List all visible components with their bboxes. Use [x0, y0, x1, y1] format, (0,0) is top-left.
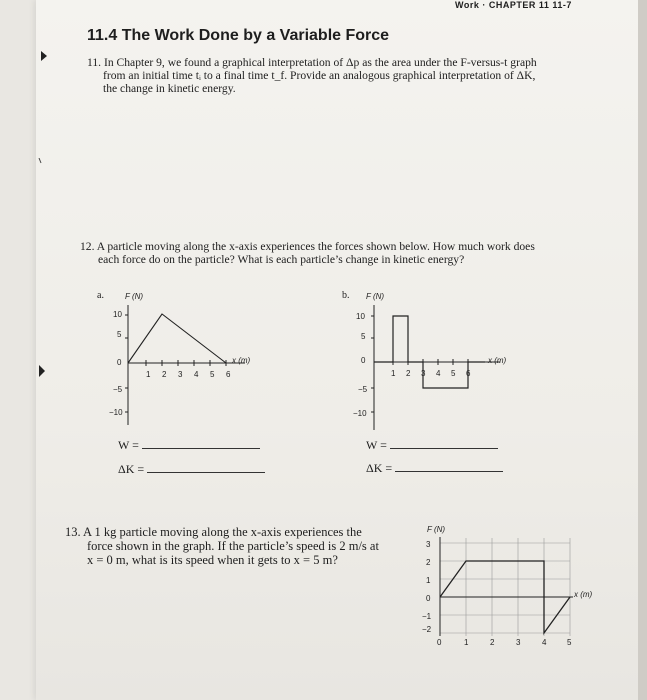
- bullet-mark-icon: [38, 364, 46, 378]
- part-a-y-label: F (N): [125, 292, 144, 301]
- q13-y-tick: 1: [426, 576, 431, 585]
- part-a-dk-label: ΔK =: [118, 462, 145, 476]
- q13-x-tick: 2: [490, 638, 495, 647]
- part-a-x-tick: 4: [194, 370, 199, 379]
- part-b-dk-label: ΔK =: [366, 461, 393, 475]
- part-a-graph: [115, 300, 255, 430]
- question-11: [87, 56, 537, 95]
- part-b-y-tick: 0: [361, 356, 366, 365]
- question-12: [80, 240, 535, 266]
- part-a-work-label: W =: [118, 438, 139, 452]
- part-a-x-label: x (m): [232, 356, 251, 365]
- q13-graph: [430, 534, 580, 640]
- q13-y-label: F (N): [427, 525, 446, 534]
- section-title: 11.4 The Work Done by a Variable Force: [87, 27, 390, 44]
- part-b-x-label: x (m): [488, 356, 507, 365]
- part-b-work-label: W =: [366, 438, 387, 452]
- part-a-letter: a.: [97, 290, 104, 301]
- part-b-x-tick: 3: [421, 369, 426, 378]
- question-line: from an initial time tᵢ to a final time t_f. Provide an analogous graphical interpretation of ΔK,: [103, 69, 536, 82]
- part-b-x-tick: 4: [436, 369, 441, 378]
- part-a-x-tick: 1: [146, 370, 151, 379]
- part-a-y-tick: −5: [113, 385, 123, 394]
- question-line: 11. In Chapter 9, we found a graphical interpretation of Δp as the area under the F-versus-t graph: [87, 56, 537, 69]
- question-line: force shown in the graph. If the particle’s speed is 2 m/s at: [87, 539, 379, 553]
- question-line: 13. A 1 kg particle moving along the x-axis experiences the: [65, 525, 362, 539]
- part-a-x-tick: 5: [210, 370, 215, 379]
- part-b-letter: b.: [342, 290, 350, 301]
- question-line: the change in kinetic energy.: [103, 82, 236, 95]
- part-b-y-tick: 5: [361, 332, 366, 341]
- q13-x-tick: 3: [516, 638, 521, 647]
- question-13: [65, 525, 379, 567]
- part-a-y-tick: 0: [117, 358, 122, 367]
- q13-y-tick: 0: [426, 594, 431, 603]
- q13-y-tick: 3: [426, 540, 431, 549]
- part-a-work-answer[interactable]: [142, 438, 260, 449]
- part-a-x-tick: 2: [162, 370, 167, 379]
- part-a-y-tick: −10: [109, 408, 123, 417]
- question-line: each force do on the particle? What is each particle’s change in kinetic energy?: [98, 253, 465, 266]
- q13-x-tick: 5: [567, 638, 572, 647]
- part-b-dk-answer[interactable]: [395, 461, 503, 472]
- part-b-y-tick: 10: [356, 312, 365, 321]
- part-b-x-tick: 1: [391, 369, 396, 378]
- q13-x-label: x (m): [574, 590, 593, 599]
- tick-mark-icon: [38, 158, 42, 164]
- part-b-y-tick: −10: [353, 409, 367, 418]
- q13-y-tick: −2: [422, 625, 432, 634]
- part-a-y-tick: 5: [117, 330, 122, 339]
- q13-x-tick: 0: [437, 638, 442, 647]
- part-b-graph: [360, 300, 510, 435]
- part-a-work-line: [118, 438, 260, 453]
- part-b-x-tick: 2: [406, 369, 411, 378]
- part-a-y-tick: 10: [113, 310, 122, 319]
- part-a-x-tick: 6: [226, 370, 231, 379]
- q13-x-tick: 4: [542, 638, 547, 647]
- part-b-work-line: [366, 438, 498, 453]
- q13-x-tick: 1: [464, 638, 469, 647]
- q13-y-tick: 2: [426, 558, 431, 567]
- part-b-dk-line: [366, 461, 503, 476]
- part-b-work-answer[interactable]: [390, 438, 498, 449]
- part-a-dk-line: [118, 462, 265, 477]
- part-a-dk-answer[interactable]: [147, 462, 265, 473]
- part-b-y-label: F (N): [366, 292, 385, 301]
- part-b-y-tick: −5: [358, 385, 368, 394]
- part-b-x-tick: 5: [451, 369, 456, 378]
- q13-y-tick: −1: [422, 612, 432, 621]
- part-b-x-tick: 6: [466, 369, 471, 378]
- page-edge: [638, 0, 647, 700]
- question-line: 12. A particle moving along the x-axis experiences the forces shown below. How much work does: [80, 240, 535, 253]
- question-line: x = 0 m, what is its speed when it gets to x = 5 m?: [87, 553, 338, 567]
- bullet-mark-icon: [40, 50, 48, 62]
- part-a-x-tick: 3: [178, 370, 183, 379]
- page-header: Work · CHAPTER 11 11-7: [455, 0, 572, 10]
